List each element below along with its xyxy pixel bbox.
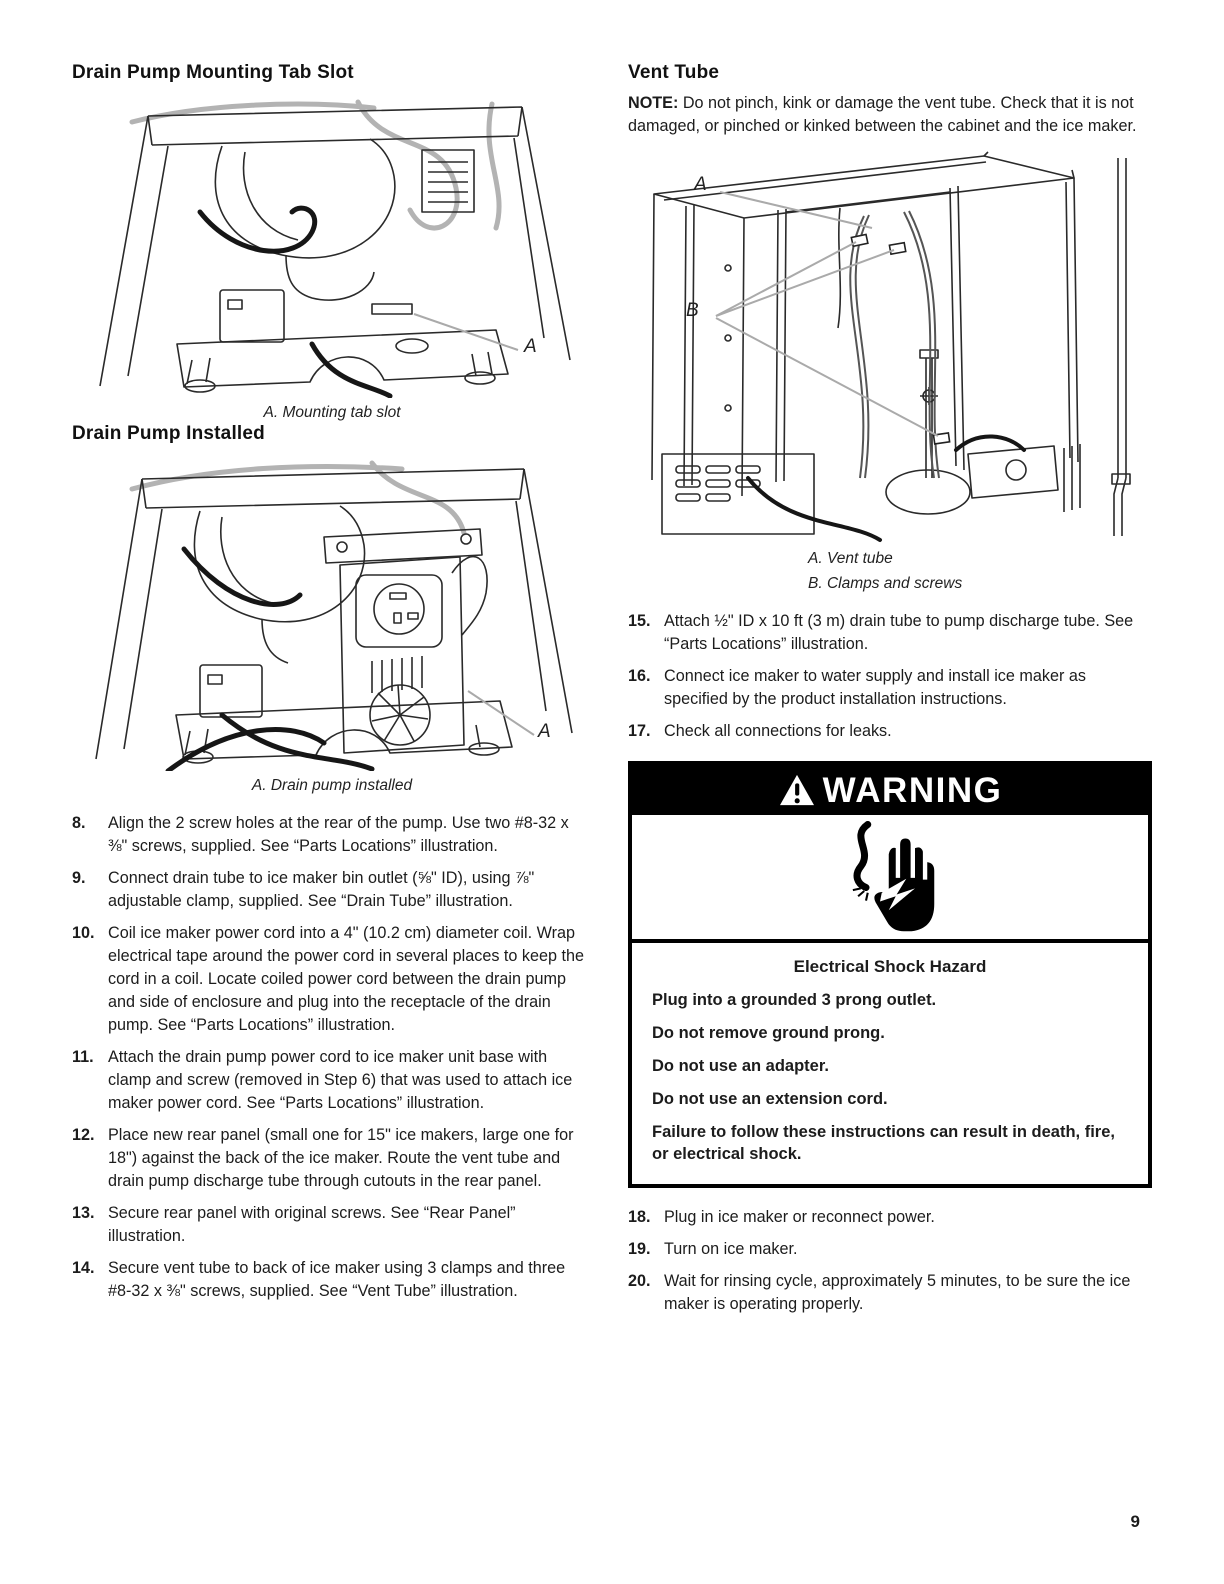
step-10 [72, 922, 592, 1037]
left-column [72, 62, 592, 1312]
step-18 [628, 1206, 1152, 1229]
drain-pump-mounting-tab-slot-illustration [72, 92, 592, 398]
step-number: 15. [628, 612, 651, 630]
page-number: 9 [1130, 1512, 1140, 1531]
steps-15-17 [628, 610, 1152, 743]
right-column [628, 62, 1152, 1325]
note-label: NOTE: [628, 94, 679, 112]
step-text: Connect drain tube to ice maker bin outlet (⅝" ID), using ⅞" adjustable clamp, supplied. See “Drain Tube” illustration. [108, 869, 535, 910]
drain-pump-installed-illustration [72, 453, 592, 771]
step-text: Attach ½" ID x 10 ft (3 m) drain tube to pump discharge tube. See “Parts Locations” illustration. [664, 612, 1134, 653]
step-number: 12. [72, 1126, 95, 1144]
step-text: Align the 2 screw holes at the rear of the pump. Use two #8-32 x ⅜" screws, supplied. See “Parts Locations” illustration. [108, 814, 569, 855]
drain-pump-installed-figure [72, 453, 592, 771]
drain-pump-mounting-tab-slot-figure [72, 92, 592, 398]
step-17 [628, 720, 1152, 743]
step-number: 18. [628, 1208, 651, 1226]
warning-panel [628, 761, 1152, 1188]
step-14 [72, 1257, 592, 1303]
step-number: 9. [72, 869, 86, 887]
step-text: Secure vent tube to back of ice maker using 3 clamps and three #8-32 x ⅜" screws, supplied. See “Vent Tube” illustration. [108, 1259, 566, 1300]
warning-body [632, 943, 1148, 1184]
step-8 [72, 812, 592, 858]
step-12 [72, 1124, 592, 1193]
figure-callout-b: B [686, 300, 699, 321]
figure-caption: A. Drain pump installed [251, 777, 413, 794]
vent-tube-figure [628, 148, 1152, 544]
step-number: 10. [72, 924, 95, 942]
warning-line: Plug into a grounded 3 prong outlet. [652, 991, 937, 1009]
section-heading-drain-pump-mounting-tab-slot: Drain Pump Mounting Tab Slot [72, 62, 354, 83]
step-number: 17. [628, 722, 651, 740]
section-heading-vent-tube: Vent Tube [628, 62, 720, 83]
step-text: Secure rear panel with original screws. See “Rear Panel” illustration. [108, 1204, 516, 1245]
section-heading-drain-pump-installed: Drain Pump Installed [72, 423, 265, 444]
step-text: Connect ice maker to water supply and install ice maker as specified by the product installation instructions. [664, 667, 1086, 708]
step-number: 19. [628, 1240, 651, 1258]
step-text: Check all connections for leaks. [664, 722, 892, 740]
step-number: 16. [628, 667, 651, 685]
step-11 [72, 1046, 592, 1115]
figure-callout-a: A [538, 721, 551, 742]
hazard-title: Electrical Shock Hazard [793, 957, 987, 976]
step-20 [628, 1270, 1152, 1316]
step-number: 14. [72, 1259, 95, 1277]
step-text: Plug in ice maker or reconnect power. [664, 1208, 935, 1226]
vent-tube-note [628, 92, 1152, 138]
figure-caption-a: A. Vent tube [808, 550, 893, 567]
step-text: Turn on ice maker. [664, 1240, 798, 1258]
step-number: 20. [628, 1272, 651, 1290]
warning-header [632, 765, 1148, 815]
warning-title: WARNING [822, 770, 1003, 810]
figure-caption: A. Mounting tab slot [263, 404, 401, 421]
step-number: 8. [72, 814, 86, 832]
steps-18-20 [628, 1206, 1152, 1316]
warning-icon-area [632, 815, 1148, 943]
warning-line: Do not use an extension cord. [652, 1090, 888, 1108]
step-15 [628, 610, 1152, 656]
figure-callout-a: A [524, 336, 537, 357]
note-text: Do not pinch, kink or damage the vent tube. Check that it is not damaged, or pinched or kinked between the cabinet and the ice maker. [628, 94, 1137, 135]
warning-line: Do not use an adapter. [652, 1057, 829, 1075]
warning-line: Do not remove ground prong. [652, 1024, 885, 1042]
figure-callout-a: A [694, 174, 707, 195]
electrical-shock-hazard-icon [838, 821, 943, 933]
figure-caption-b: B. Clamps and screws [808, 575, 963, 592]
warning-triangle-icon [778, 773, 816, 807]
step-text: Coil ice maker power cord into a 4" (10.2 cm) diameter coil. Wrap electrical tape around the power cord in several places to keep the cord in a coil. Locate coiled power cord between the drain pump and side of enclosure and plug into the receptacle of the drain pump. See “Parts Locations” illustration. [108, 924, 585, 1034]
step-16 [628, 665, 1152, 711]
step-text: Wait for rinsing cycle, approximately 5 minutes, to be sure the ice maker is operating properly. [664, 1272, 1131, 1313]
step-number: 13. [72, 1204, 95, 1222]
step-13 [72, 1202, 592, 1248]
step-number: 11. [72, 1048, 94, 1066]
steps-8-14 [72, 812, 592, 1303]
vent-tube-illustration [628, 148, 1152, 544]
warning-line: Failure to follow these instructions can result in death, fire, or electrical shock. [652, 1123, 1115, 1163]
step-text: Attach the drain pump power cord to ice maker unit base with clamp and screw (removed in Step 6) that was used to attach ice maker power cord. See “Parts Locations” illustration. [108, 1048, 573, 1112]
step-text: Place new rear panel (small one for 15" ice makers, large one for 18") against the back of the ice maker. Route the vent tube and drain pump discharge tube through cutouts in the rear panel. [108, 1126, 574, 1190]
step-9 [72, 867, 592, 913]
step-19 [628, 1238, 1152, 1261]
